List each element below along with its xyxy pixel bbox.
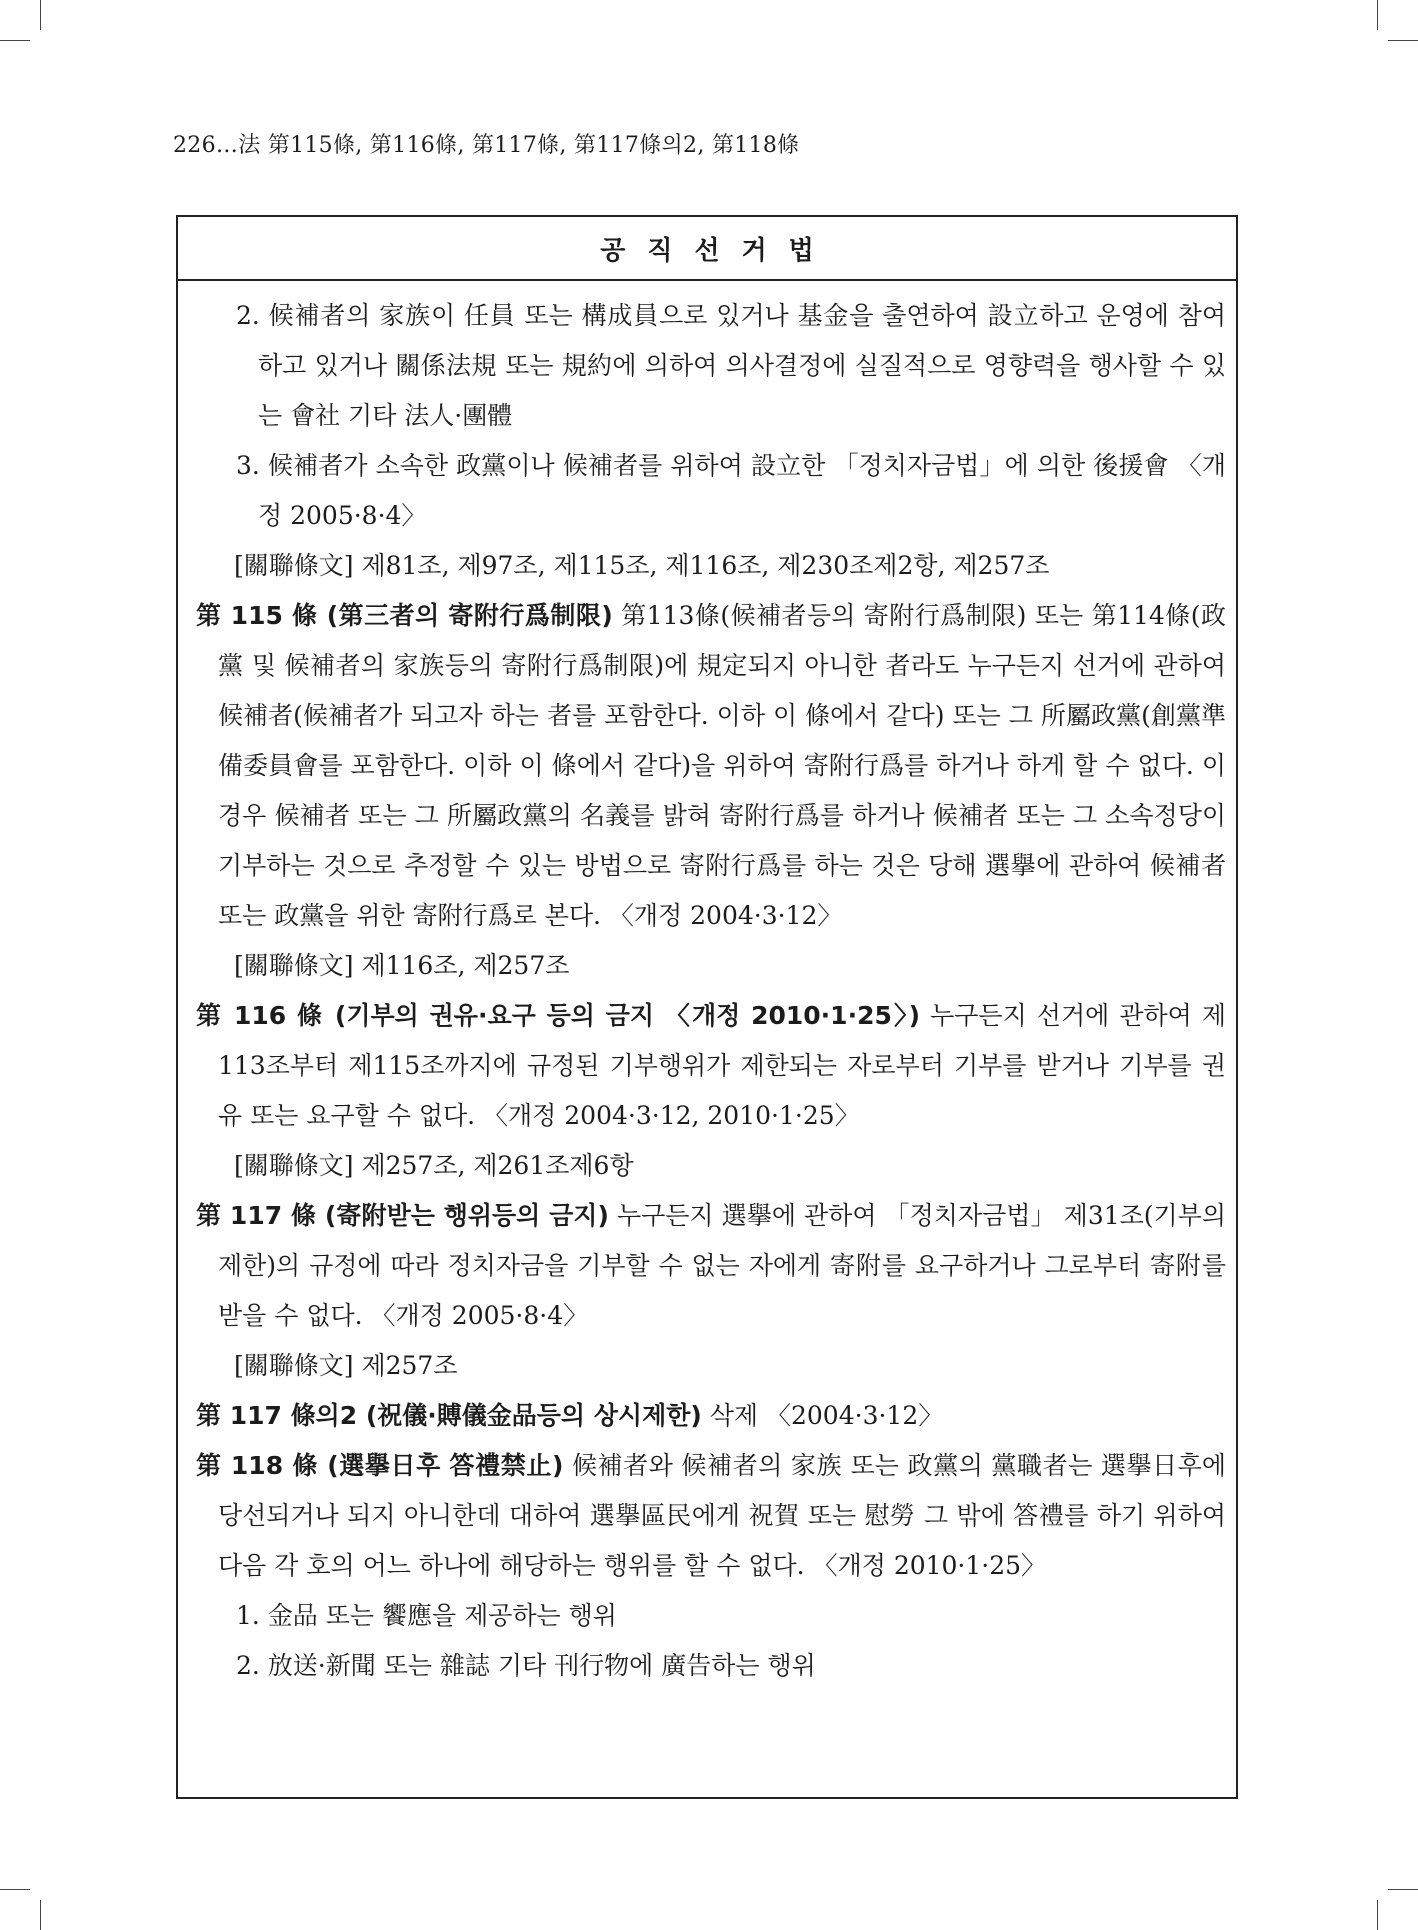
article-116 [196,991,1226,1141]
article-heading: 第 116 條 (기부의 권유·요구 등의 금지 〈개정 2010·1·25〉) [196,1001,921,1030]
article-heading: 第 118 條 (選擧日후 答禮禁止) [196,1451,564,1480]
crop-mark-top-left [40,0,41,30]
article-115 [196,591,1226,941]
crop-mark-top-left-h [0,40,30,41]
list-item: 2. 候補者의 家族이 任員 또는 構成員으로 있거나 基金을 출연하여 設立하고 운영에 참여하고 있거나 關係法規 또는 規約에 의하여 의사결정에 실질적으로 영향력을 행사할 수 있는 會社 기타 法人·團體 [236,301,1226,430]
related-articles: [關聯條文] 제257조 [234,1351,458,1380]
box-title: 공직선거법 [600,235,836,266]
article-body: 누구든지 선거에 관하여 제113조부터 제115조까지에 규정된 기부행위가 제한되는 자로부터 기부를 받거나 기부를 권유 또는 요구할 수 없다. 〈개정 2004·3·12, 2010·1·25〉 [218,1001,1226,1130]
article-body: 누구든지 選擧에 관하여 「정치자금법」 제31조(기부의 제한)의 규정에 따라 정치자금을 기부할 수 없는 자에게 寄附를 요구하거나 그로부터 寄附를 받을 수 없다. 〈개정 2005·8·4〉 [218,1201,1226,1330]
related-articles: [關聯條文] 제257조, 제261조제6항 [234,1151,634,1180]
list-item: 2. 放送·新聞 또는 雜誌 기타 刊行物에 廣告하는 행위 [236,1651,816,1680]
article-117-2 [196,1391,1226,1441]
article-heading: 第 117 條의2 (祝儀·賻儀金品등의 상시제한) [196,1401,702,1430]
article-heading: 第 115 條 (第三者의 寄附行爲制限) [196,601,613,630]
article-118 [196,1441,1226,1591]
crop-mark-bottom-right-h [1388,1889,1418,1890]
list-item: 1. 金品 또는 饗應을 제공하는 행위 [236,1601,617,1630]
crop-mark-bottom-right [1377,1900,1378,1930]
article-body: 第113條(候補者등의 寄附行爲制限) 또는 第114條(政黨 및 候補者의 家族등의 寄附行爲制限)에 規定되지 아니한 者라도 누구든지 선거에 관하여 候補者(候補者가 되고자 하는 者를 포함한다. 이하 이 條에서 같다) 또는 그 所屬政黨(創黨準備委員會를 포함한다. 이하 이 條에서 같다)을 위하여 寄附行爲를 하거나 하게 할 수 없다. 이 경우 候補者 또는 그 所屬政黨의 名義를 밝혀 寄附行爲를 하거나 候補者 또는 그 소속정당이 기부하는 것으로 추정할 수 있는 방법으로 寄附行爲를 하는 것은 당해 選擧에 관하여 候補者 또는 政黨을 위한 寄附行爲로 본다. 〈개정 2004·3·12〉 [218,601,1226,930]
list-item: 3. 候補者가 소속한 政黨이나 候補者를 위하여 設立한 「정치자금법」에 의한 後援會 〈개정 2005·8·4〉 [236,451,1226,530]
crop-mark-top-right [1377,0,1378,30]
article-body: 삭제 〈2004·3·12〉 [709,1401,944,1430]
box-title-bar [178,217,1236,281]
law-content [178,281,1236,1691]
law-text-box [176,215,1238,1799]
related-articles: [關聯條文] 제81조, 제97조, 제115조, 제116조, 제230조제2항, 제257조 [234,551,1050,580]
crop-mark-top-right-h [1388,40,1418,41]
crop-mark-bottom-left [40,1900,41,1930]
article-body: 候補者와 候補者의 家族 또는 政黨의 黨職者는 選擧日후에 당선되거나 되지 아니한데 대하여 選擧區民에게 祝賀 또는 慰勞 그 밖에 答禮를 하기 위하여 다음 각 호의 어느 하나에 해당하는 행위를 할 수 없다. 〈개정 2010·1·25〉 [218,1451,1226,1580]
running-header: 226…法 第115條, 第116條, 第117條, 第117條의2, 第118條 [173,133,800,158]
crop-mark-bottom-left-h [0,1889,30,1890]
article-heading: 第 117 條 (寄附받는 행위등의 금지) [196,1201,609,1230]
related-articles: [關聯條文] 제116조, 제257조 [234,951,570,980]
article-117 [196,1191,1226,1341]
